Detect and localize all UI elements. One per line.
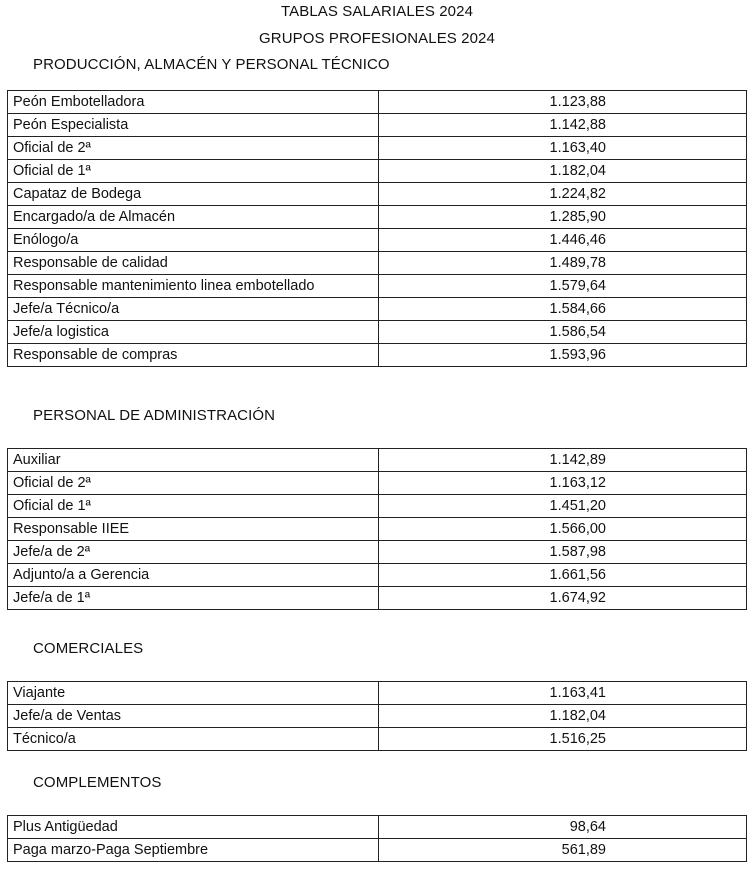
- table-row: [8, 298, 747, 321]
- table-row: [8, 229, 747, 252]
- salary-table-administracion: [7, 448, 747, 610]
- salary-amount-cell: 1.579,64: [379, 275, 747, 298]
- table-row: [8, 160, 747, 183]
- category-name-cell: Jefe/a de Ventas: [8, 705, 379, 728]
- category-name-cell: Capataz de Bodega: [8, 183, 379, 206]
- page-title: TABLAS SALARIALES 2024: [280, 3, 474, 20]
- category-name-cell: Plus Antigüedad: [8, 816, 379, 839]
- section-heading-administracion: PERSONAL DE ADMINISTRACIÓN: [33, 407, 276, 424]
- table-row: [8, 518, 747, 541]
- table-row: [8, 449, 747, 472]
- salary-amount-cell: 1.566,00: [379, 518, 747, 541]
- salary-table-produccion: [7, 90, 747, 367]
- table-row: [8, 839, 747, 862]
- salary-amount-cell: 1.182,04: [379, 705, 747, 728]
- category-name-cell: Jefe/a Técnico/a: [8, 298, 379, 321]
- category-name-cell: Oficial de 2ª: [8, 472, 379, 495]
- salary-amount-cell: 1.516,25: [379, 728, 747, 751]
- salary-amount-cell: 1.182,04: [379, 160, 747, 183]
- salary-amount-cell: 1.142,88: [379, 114, 747, 137]
- category-name-cell: Técnico/a: [8, 728, 379, 751]
- salary-amount-cell: 1.285,90: [379, 206, 747, 229]
- table-row: [8, 705, 747, 728]
- category-name-cell: Peón Embotelladora: [8, 91, 379, 114]
- category-name-cell: Paga marzo-Paga Septiembre: [8, 839, 379, 862]
- category-name-cell: Responsable de calidad: [8, 252, 379, 275]
- salary-amount-cell: 1.489,78: [379, 252, 747, 275]
- salary-table-comerciales: [7, 681, 747, 751]
- category-name-cell: Oficial de 2ª: [8, 137, 379, 160]
- table-row: [8, 275, 747, 298]
- salary-amount-cell: 1.587,98: [379, 541, 747, 564]
- table-row: [8, 587, 747, 610]
- page-subtitle: GRUPOS PROFESIONALES 2024: [259, 30, 495, 47]
- salary-amount-cell: 1.451,20: [379, 495, 747, 518]
- category-name-cell: Auxiliar: [8, 449, 379, 472]
- salary-amount-cell: 1.674,92: [379, 587, 747, 610]
- table-row: [8, 682, 747, 705]
- salary-amount-cell: 98,64: [379, 816, 747, 839]
- table-row: [8, 541, 747, 564]
- salary-amount-cell: 1.586,54: [379, 321, 747, 344]
- salary-amount-cell: 1.584,66: [379, 298, 747, 321]
- table-row: [8, 91, 747, 114]
- table-row: [8, 344, 747, 367]
- salary-amount-cell: 1.593,96: [379, 344, 747, 367]
- category-name-cell: Jefe/a logistica: [8, 321, 379, 344]
- section-heading-complementos: COMPLEMENTOS: [33, 774, 162, 791]
- category-name-cell: Viajante: [8, 682, 379, 705]
- section-heading-comerciales: COMERCIALES: [33, 640, 144, 657]
- category-name-cell: Peón Especialista: [8, 114, 379, 137]
- category-name-cell: Responsable mantenimiento linea embotellado: [8, 275, 379, 298]
- category-name-cell: Encargado/a de Almacén: [8, 206, 379, 229]
- table-row: [8, 183, 747, 206]
- table-row: [8, 321, 747, 344]
- salary-amount-cell: 1.661,56: [379, 564, 747, 587]
- salary-amount-cell: 1.224,82: [379, 183, 747, 206]
- salary-amount-cell: 561,89: [379, 839, 747, 862]
- category-name-cell: Jefe/a de 1ª: [8, 587, 379, 610]
- table-row: [8, 564, 747, 587]
- category-name-cell: Responsable IIEE: [8, 518, 379, 541]
- table-row: [8, 252, 747, 275]
- salary-table-complementos: [7, 815, 747, 862]
- category-name-cell: Enólogo/a: [8, 229, 379, 252]
- salary-amount-cell: 1.163,12: [379, 472, 747, 495]
- table-row: [8, 816, 747, 839]
- table-row: [8, 495, 747, 518]
- table-row: [8, 206, 747, 229]
- category-name-cell: Responsable de compras: [8, 344, 379, 367]
- category-name-cell: Oficial de 1ª: [8, 160, 379, 183]
- table-row: [8, 728, 747, 751]
- salary-amount-cell: 1.142,89: [379, 449, 747, 472]
- salary-amount-cell: 1.163,41: [379, 682, 747, 705]
- salary-amount-cell: 1.446,46: [379, 229, 747, 252]
- category-name-cell: Adjunto/a a Gerencia: [8, 564, 379, 587]
- salary-amount-cell: 1.163,40: [379, 137, 747, 160]
- category-name-cell: Oficial de 1ª: [8, 495, 379, 518]
- table-row: [8, 114, 747, 137]
- table-row: [8, 472, 747, 495]
- category-name-cell: Jefe/a de 2ª: [8, 541, 379, 564]
- section-heading-produccion: PRODUCCIÓN, ALMACÉN Y PERSONAL TÉCNICO: [33, 56, 390, 73]
- salary-amount-cell: 1.123,88: [379, 91, 747, 114]
- table-row: [8, 137, 747, 160]
